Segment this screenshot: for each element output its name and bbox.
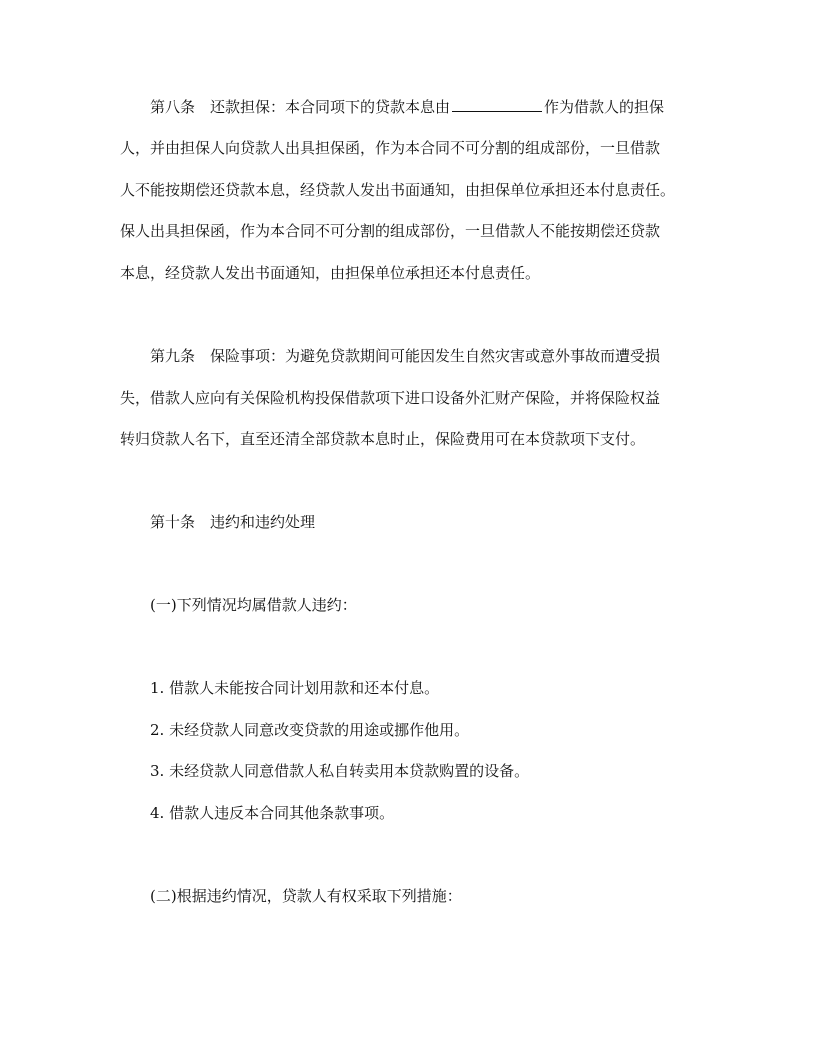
article8-line1-after: 作为借款人的担保 [544,98,665,116]
violation-item-2: 2. 未经贷款人同意改变贷款的用途或挪作他用。 [150,721,470,739]
article9-line1: 第九条 保险事项：为避免贷款期间可能因发生自然灾害或意外事故而遭受损 [150,347,661,365]
article8-line2: 人，并由担保人向贷款人出具担保函，作为本合同不可分割的组成部份，一旦借款 [120,139,661,157]
article8-line4: 保人出具担保函，作为本合同不可分割的组成部份，一旦借款人不能按期偿还贷款 [120,222,661,240]
article9-line3: 转归贷款人名下，直至还清全部贷款本息时止，保险费用可在本贷款项下支付。 [120,430,646,448]
violation-item-4: 4. 借款人违反本合同其他条款事项。 [150,804,395,822]
article8-line3: 人不能按期偿还贷款本息，经贷款人发出书面通知，由担保单位承担还本付息责任。 [120,181,676,199]
section1-heading: (一)下列情况均属借款人违约： [150,596,357,614]
article8-line1 [150,96,664,117]
section2-heading: (二)根据违约情况，贷款人有权采取下列措施： [150,887,462,905]
violation-item-3: 3. 未经贷款人同意借款人私自转卖用本贷款购置的设备。 [150,762,530,780]
article10-heading: 第十条 违约和违约处理 [150,513,316,531]
article9-line2: 失，借款人应向有关保险机构投保借款项下进口设备外汇财产保险，并将保险权益 [120,389,661,407]
article8-line1-before: 第八条 还款担保：本合同项下的贷款本息由 [150,98,451,116]
violation-item-1: 1. 借款人未能按合同计划用款和还本付息。 [150,679,440,697]
article8-line5: 本息，经贷款人发出书面通知，由担保单位承担还本付息责任。 [120,264,541,282]
guarantor-blank-field [452,96,542,112]
